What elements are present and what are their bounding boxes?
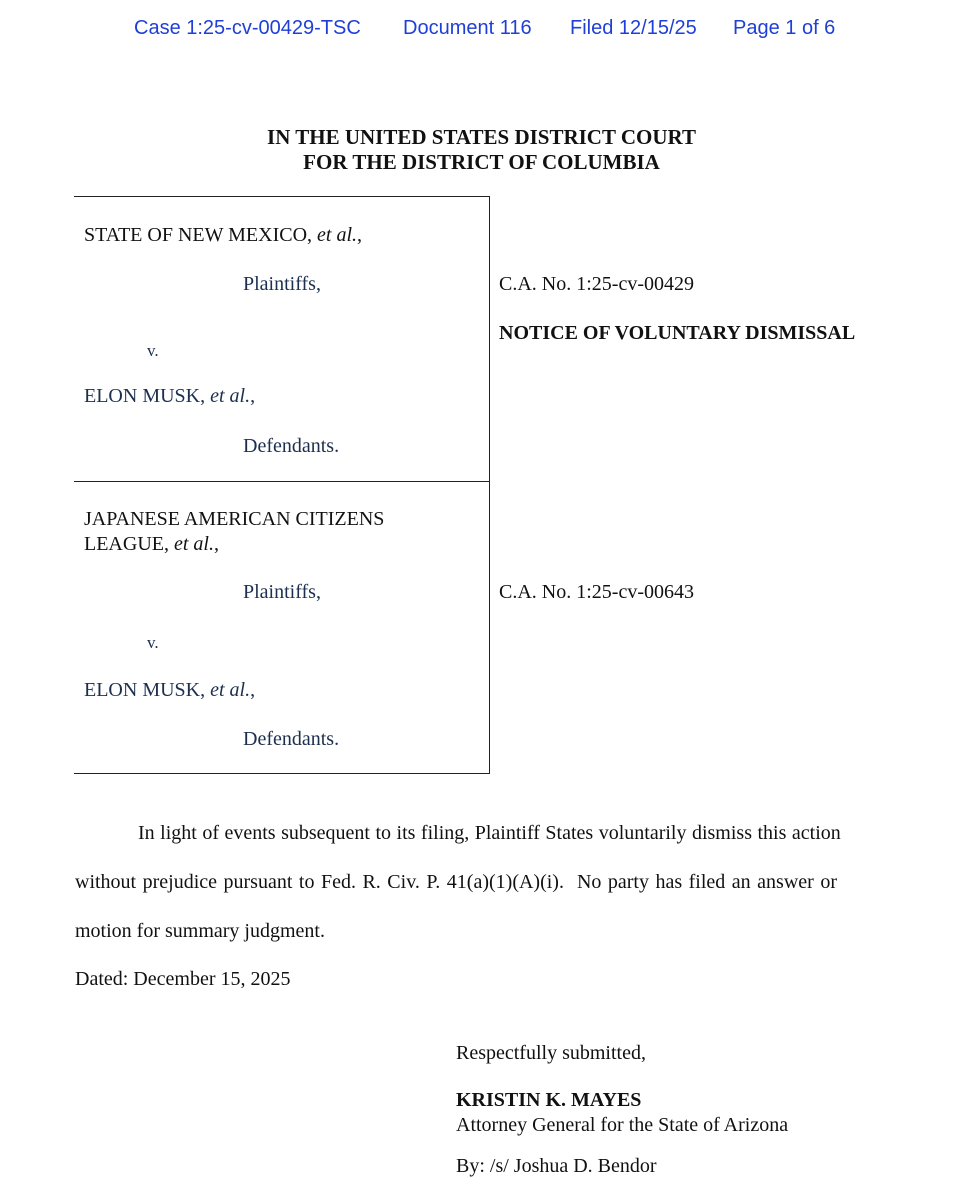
caption1-case-number: C.A. No. 1:25-cv-00429 [499,273,694,295]
caption2-plaintiff-line1: JAPANESE AMERICAN CITIZENS [84,508,385,530]
document-title: NOTICE OF VOLUNTARY DISMISSAL [499,322,856,344]
signature-name: KRISTIN K. MAYES [456,1089,642,1111]
body-paragraph-line2: without prejudice pursuant to Fed. R. Civ. P. 41(a)(1)(A)(i). No party has filed an answer or [75,871,837,893]
caption2-plaintiff-role: Plaintiffs, [243,581,321,603]
header-page-number: Page 1 of 6 [733,17,836,39]
header-case-number: Case 1:25-cv-00429-TSC [134,17,361,39]
caption2-case-number: C.A. No. 1:25-cv-00643 [499,581,694,603]
caption2-defendant [84,679,255,702]
caption-bottom-rule [74,773,490,774]
body-paragraph-line1: In light of events subsequent to its filing, Plaintiff States voluntarily dismiss this action [138,822,841,844]
caption1-defendant-name: ELON MUSK, [84,385,206,407]
caption1-defendant [84,385,255,408]
signature-closing: Respectfully submitted, [456,1042,646,1064]
caption2-plaintiff-line2 [84,533,219,556]
caption1-plaintiff-role: Plaintiffs, [243,273,321,295]
caption2-defendant-comma: , [250,679,256,701]
caption2-defendant-etal: et al. [210,679,251,701]
caption1-defendant-role: Defendants. [243,435,340,457]
caption2-versus: v. [147,633,159,652]
signature-by-line: By: /s/ Joshua D. Bendor [456,1155,657,1177]
caption2-plaintiff-etal: et al. [173,533,214,555]
body-paragraph-line3: motion for summary judgment. [75,920,325,942]
caption2-defendant-role: Defendants. [243,728,340,750]
caption1-plaintiff [84,224,362,247]
caption2-plaintiff-comma: , [213,533,219,555]
header-filed-date: Filed 12/15/25 [570,17,697,39]
caption1-plaintiff-name: STATE OF NEW MEXICO, [84,224,313,246]
caption1-versus: v. [147,341,159,360]
court-name-line2: FOR THE DISTRICT OF COLUMBIA [303,150,660,174]
caption1-defendant-etal: et al. [210,385,251,407]
court-name-line1: IN THE UNITED STATES DISTRICT COURT [267,125,696,149]
dated-line: Dated: December 15, 2025 [75,968,291,990]
header-document-number: Document 116 [403,17,532,39]
caption2-defendant-name: ELON MUSK, [84,679,206,701]
signature-title: Attorney General for the State of Arizona [456,1114,789,1136]
caption1-plaintiff-comma: , [357,224,363,246]
caption1-defendant-comma: , [250,385,256,407]
caption-middle-rule [74,481,490,482]
caption-top-rule [74,196,490,197]
caption2-plaintiff-name: LEAGUE, [84,533,169,555]
caption-vertical-rule [489,196,490,774]
caption1-plaintiff-etal: et al. [317,224,358,246]
